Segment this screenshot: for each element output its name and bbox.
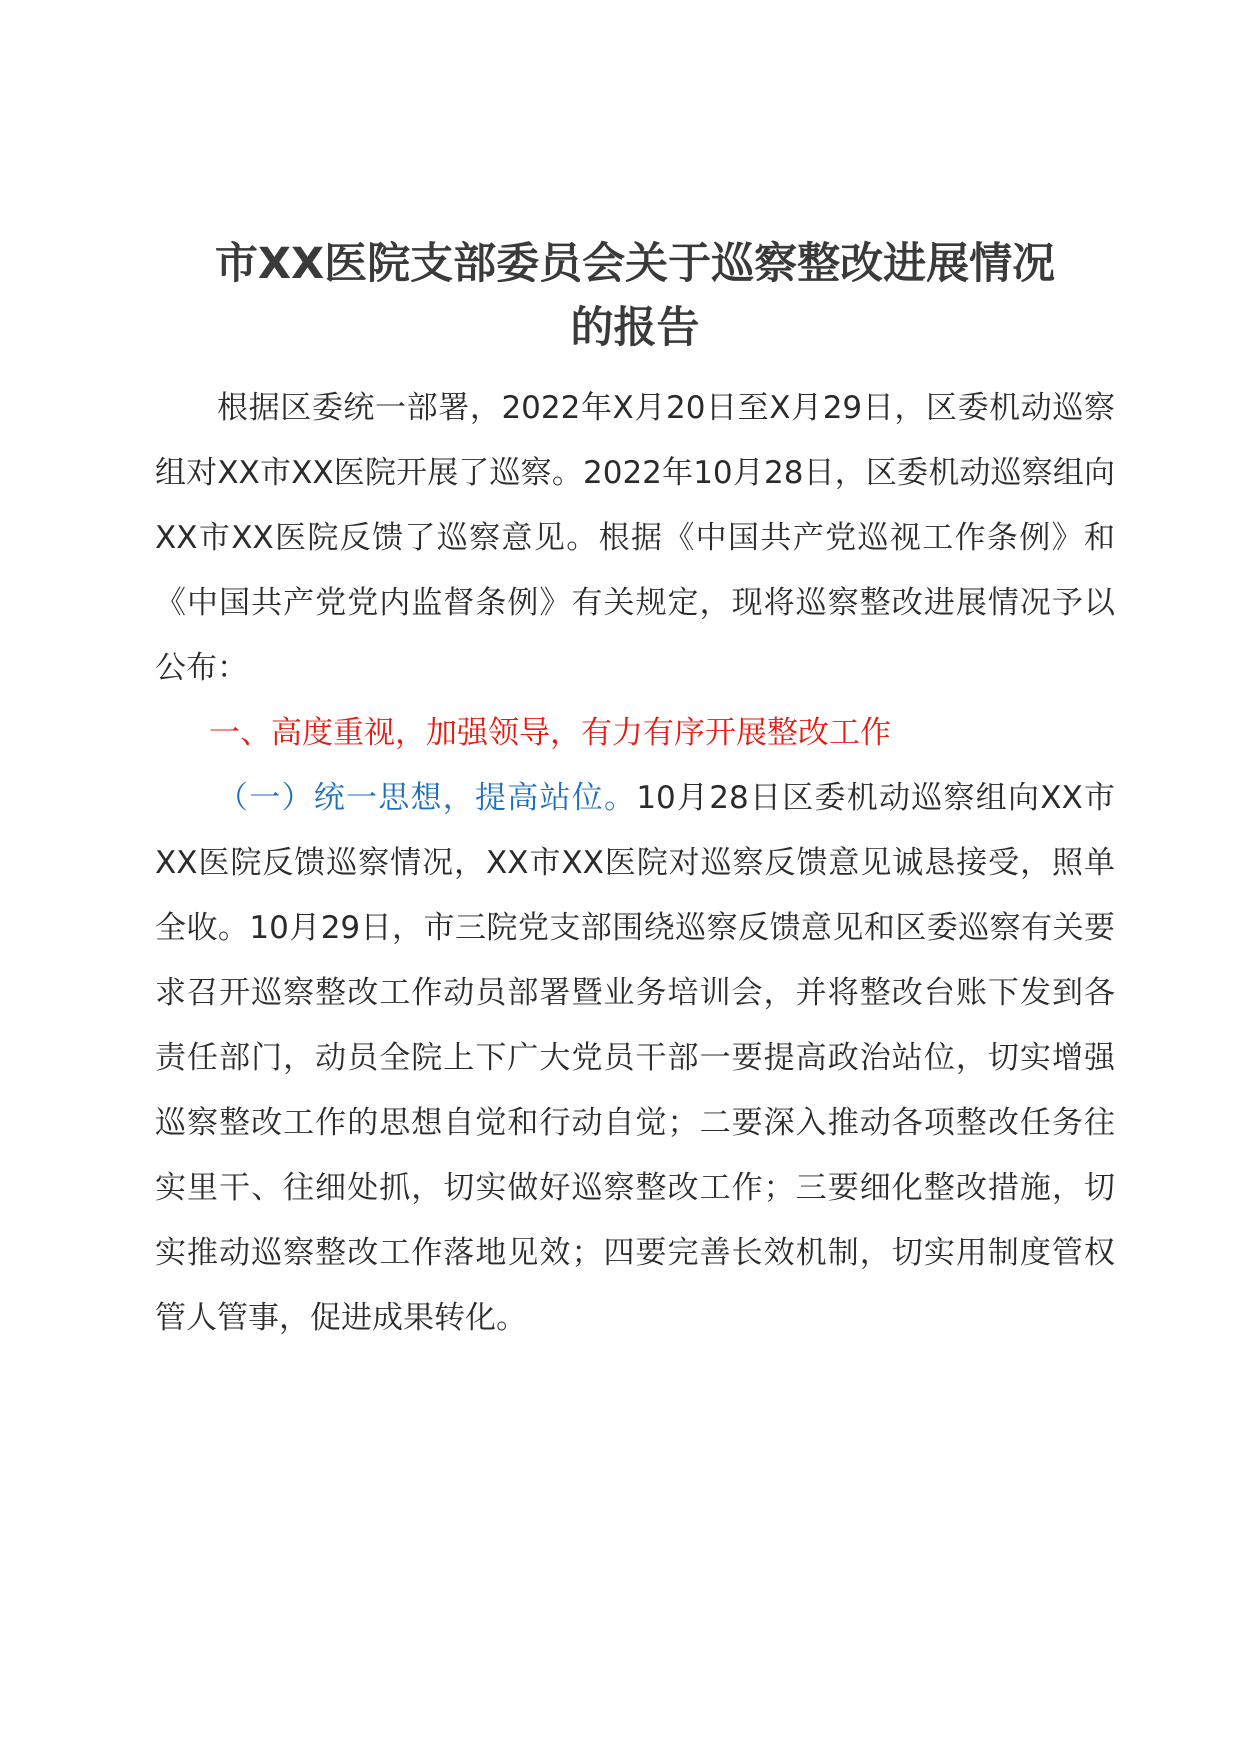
document-title [155, 232, 1115, 360]
subsection-paragraph-1 [155, 766, 1115, 1351]
title-line-1: 市XX医院支部委员会关于巡察整改进展情况 [214, 239, 1056, 289]
title-line-2: 的报告 [570, 303, 700, 353]
section-heading-1: 一、高度重视，加强领导，有力有序开展整改工作 [209, 715, 891, 751]
subsection-heading-1: （一）统一思想，提高站位。 [217, 780, 637, 816]
document-page [155, 232, 1115, 1351]
subsection-body-1: 10月28日区委机动巡察组向XX市XX医院反馈巡察情况，XX市XX医院对巡察反馈意见诚恳接受，照单全收。10月29日，市三院党支部围绕巡察反馈意见和区委巡察有关要求召开巡察整改工作动员部署暨业务培训会，并将整改台账下发到各责任部门，动员全院上下广大党员干部一要提高政治站位，切实增强巡察整改工作的思想自觉和行动自觉；二要深入推动各项整改任务往实里干、往细处抓，切实做好巡察整改工作；三要细化整改措施，切实推动巡察整改工作落地见效；四要完善长效机制，切实用制度管权管人管事，促进成果转化。 [155, 780, 1115, 1336]
intro-paragraph: 根据区委统一部署，2022年X月20日至X月29日，区委机动巡察组对XX市XX医院开展了巡察。2022年10月28日，区委机动巡察组向XX市XX医院反馈了巡察意见。根据《中国共产党巡视工作条例》和《中国共产党党内监督条例》有关规定，现将巡察整改进展情况予以公布： [155, 390, 1115, 686]
